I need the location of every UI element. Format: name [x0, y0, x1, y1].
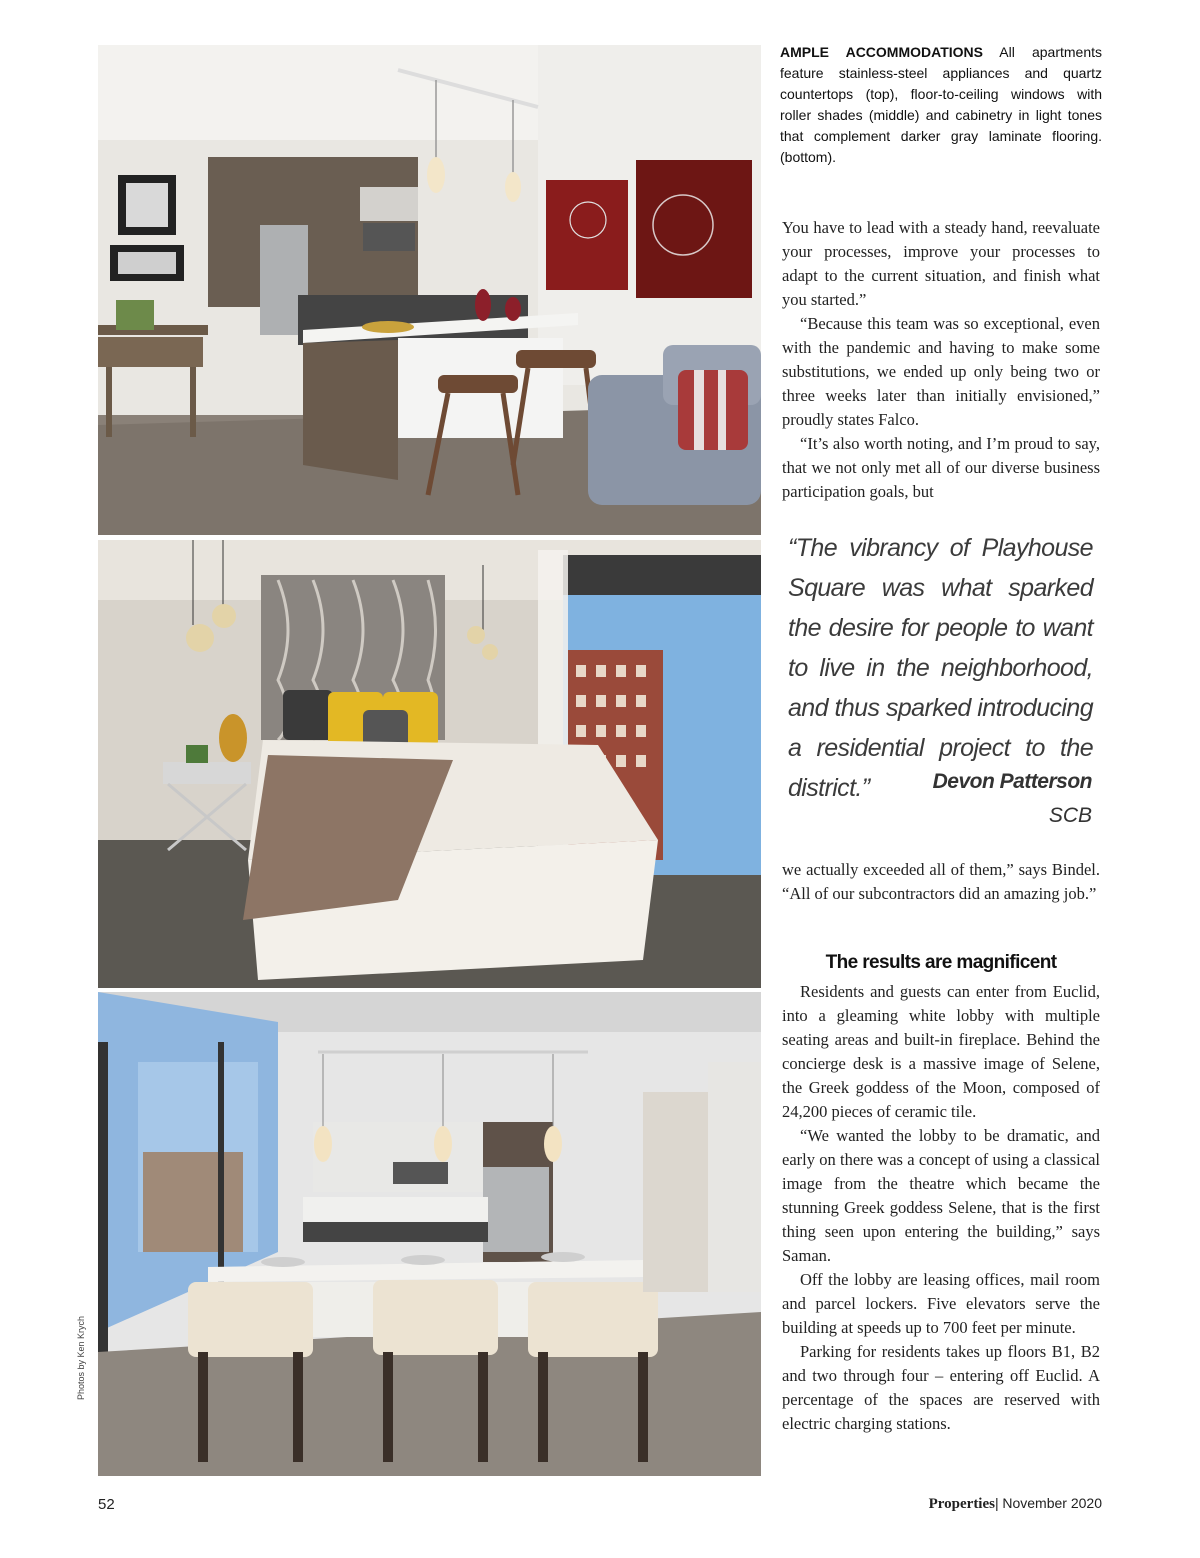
paragraph: “Because this team was so exceptional, even with the pandemic and having to make some substitutions, we ended up only being two or three weeks later than initially envisioned,” proudly states Falco. — [782, 314, 1100, 429]
photo-caption — [780, 42, 1102, 168]
caption-text: All apartments feature stainless-steel appliances and quartz countertops (top), floor-to-ceiling windows with roller shades (middle) and cabinetry in light tones that complement darker gray laminate flooring. (bottom). — [780, 44, 1103, 165]
article-column-middle — [782, 858, 1100, 906]
kitchen-photo-bottom — [98, 992, 761, 1476]
quote-attribution-name: Devon Patterson — [932, 770, 1092, 793]
paragraph: we actually exceeded all of them,” says Bindel. “All of our subcontractors did an amazing job.” — [782, 860, 1100, 903]
bedroom-photo — [98, 540, 761, 988]
footer-separator: | — [994, 1495, 999, 1511]
paragraph: Off the lobby are leasing offices, mail room and parcel lockers. Five elevators serve the building at speeds up to 700 feet per minute. — [782, 1270, 1100, 1337]
pull-quote: “The vibrancy of Playhouse Square was what sparked the desire for people to want to live in the neighborhood, and thus sparked introducing a residential project to the district.” — [788, 534, 1093, 802]
page-number: 52 — [98, 1496, 115, 1513]
paragraph: “It’s also worth noting, and I’m proud to say, that we not only met all of our diverse business participation goals, but — [782, 434, 1100, 501]
magazine-name: Properties — [928, 1496, 995, 1512]
article-column-lower — [782, 980, 1100, 1436]
paragraph: Parking for residents takes up floors B1, B2 and two through four – entering off Euclid. A percentage of the spaces are reserved with electric charging stations. — [782, 1342, 1100, 1433]
photo-credit: Photos by Ken Krych — [76, 1315, 86, 1400]
paragraph: You have to lead with a steady hand, reevaluate your processes, improve your processes to adapt to the current situation, and finish what you started.” — [782, 218, 1100, 309]
issue-date: November 2020 — [1002, 1495, 1102, 1511]
kitchen-photo-top — [98, 45, 761, 535]
caption-lead: AMPLE ACCOMMODATIONS — [780, 44, 983, 60]
article-column-upper — [782, 216, 1100, 504]
quote-attribution-org: SCB — [1048, 804, 1092, 827]
page-footer — [929, 1495, 1102, 1513]
paragraph: Residents and guests can enter from Euclid, into a gleaming white lobby with multiple seating areas and built-in fireplace. Behind the concierge desk is a massive image of Selene, the Greek goddess of the Moon, composed of 24,200 pieces of ceramic tile. — [782, 982, 1100, 1121]
paragraph: “We wanted the lobby to be dramatic, and early on there was a concept of using a classical image from the theatre which became the stunning Greek goddess Selene, that is the first thing seen upon entering the building,” says Saman. — [782, 1126, 1100, 1265]
section-heading: The results are magnificent — [825, 952, 1057, 973]
